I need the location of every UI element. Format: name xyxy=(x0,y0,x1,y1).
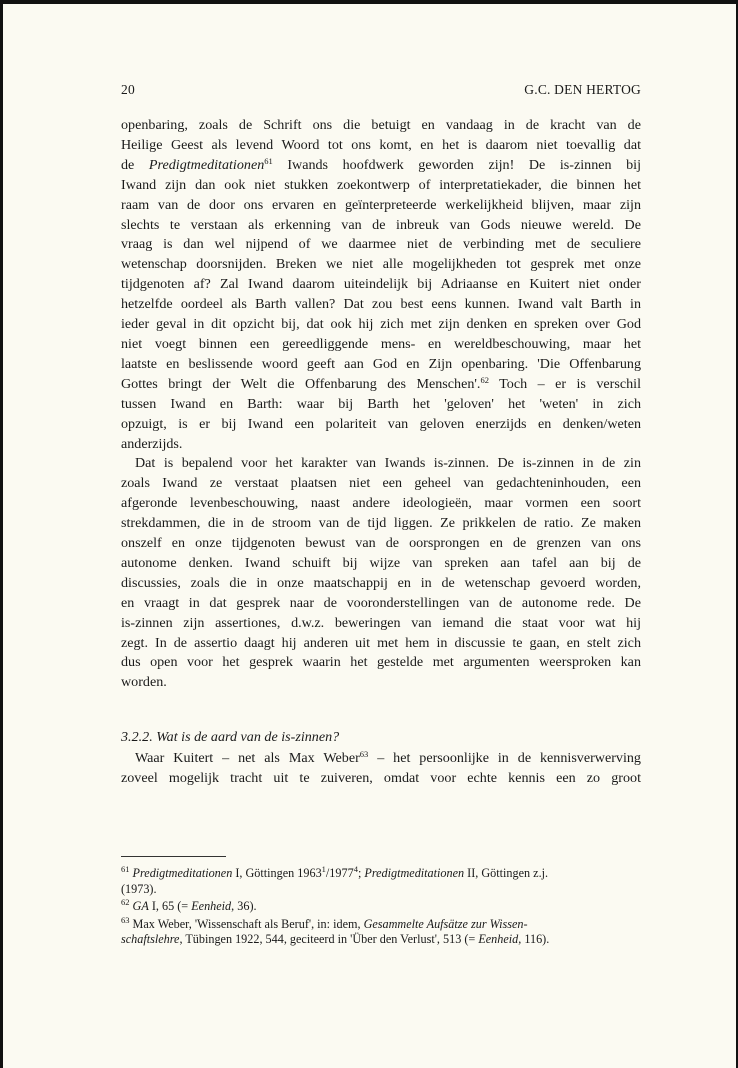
footnote-text: I, 65 (= xyxy=(148,899,192,914)
text-line: zegt. In de assertio daagt hij anderen uit met hem in discussie te gaan, en stelt zich xyxy=(121,634,641,651)
footnote-text: , Tübingen 1922, 544, geciteerd in 'Über den Verlust', 513 (= xyxy=(179,932,479,947)
text-line: is-zinnen zijn assertiones, d.w.z. beweringen van iemand die staat voor wat hij xyxy=(121,614,641,631)
text-line: openbaring, zoals de Schrift ons die betuigt en vandaag in de kracht van de xyxy=(121,117,641,133)
footnote-text: Predigtmeditationen xyxy=(364,866,465,880)
footnote-61 xyxy=(121,866,641,897)
text-line: laatste en beslissende woord geeft aan God en Zijn openbaring. 'Die Offenbarung xyxy=(121,355,641,372)
text-line: tijdgenoten af? Zal Iwand daarom uiteindelijk bij Adriaanse en Kuitert niet onder xyxy=(121,276,641,293)
footnote-number: 61 xyxy=(121,864,130,874)
text-line: Waar Kuitert – net als Max Weber$^{63}$ – het persoonlijke in de kennisverwerving xyxy=(135,749,641,766)
text-line: worden. xyxy=(121,674,167,691)
text-line: Dat is bepalend voor het karakter van Iwands is-zinnen. De is-zinnen in de zin xyxy=(135,455,641,472)
footnote-number: 62 xyxy=(121,897,130,908)
text-line: onszelf en onze tijdgenoten bewust van de oorsprongen en de grenzen van ons xyxy=(121,535,641,552)
text-line: anderzijds. xyxy=(121,435,183,452)
running-head-author: G.C. DEN HERTOG xyxy=(524,82,641,97)
text-line: hetzelfde oordeel als Barth vallen? Dat zou best eens kunnen. Iwand valt Barth in xyxy=(121,296,641,313)
paragraph-2 xyxy=(121,454,641,693)
footnote-text: /1977 xyxy=(325,866,354,880)
footnote-text: , 36). xyxy=(231,899,257,914)
text-line: Gottes bringt der Welt die Offenbarung des Menschen'.$^{62}$ Toch – er is verschil xyxy=(121,374,641,392)
paragraph-3 xyxy=(121,749,641,789)
text-line: Iwand zijn dan ook niet stukken zoekontwerp of interpretatiekader, die binnen het xyxy=(121,176,641,193)
text-line: ieder geval in dit opzicht bij, dat ook hij zich met zijn denken en spreken over God xyxy=(121,316,641,333)
footnote-text: (1973). xyxy=(121,881,157,896)
text-line: discussies, zoals die in onze maatschappij en in de wetenschap gevoerd worden, xyxy=(121,574,641,591)
text-line: de Predigtmeditationen$^{61}$ Iwands hoofdwerk geworden zijn! De is-zinnen bij xyxy=(121,155,642,173)
footnote-text: II, Göttingen z.j. xyxy=(464,866,549,880)
footnote-number: 63 xyxy=(121,914,130,925)
text-line: zoals Iwand ze verstaat plaatsen niet een geheel van gedachteninhouden, een xyxy=(121,475,641,492)
text-line: wetenschap doorsnijden. Breken we niet alle mogelijkheden tot gesprek met onze xyxy=(121,256,641,273)
text-line: dus open voor het gesprek waarin het gestelde met argumenten weersproken kan xyxy=(121,654,641,671)
text-line: vraag is dan wel nijpend of we daarmee niet de verbinding met de seculiere xyxy=(121,236,641,253)
footnote-63 xyxy=(121,914,641,948)
text-line: tussen Iwand en Barth: waar bij Barth het 'geloven' het 'weten' in zich xyxy=(121,395,641,412)
footnote-text: ; xyxy=(357,866,365,880)
footnote-text: , 116). xyxy=(518,932,550,947)
section-heading: 3.2.2. Wat is de aard van de is-zinnen? xyxy=(121,729,340,745)
text-line: en vraagt in dat gesprek naar de vooronderstellingen van de autonome rede. De xyxy=(121,594,641,611)
footnote-text: Gesammelte Aufsätze zur Wissen- xyxy=(363,916,528,931)
text-line: Heilige Geest als levend Woord tot ons komt, en het is daarom niet toevallig dat xyxy=(121,136,641,153)
paragraph-1 xyxy=(121,116,641,454)
text-line: afgeronde levenbeschouwing, naast andere ideologieën, maar vormen een soort xyxy=(121,495,641,512)
footnote-sup: 1 xyxy=(321,864,326,874)
text-line: strekdammen, die in de stroom van de tijd liggen. Ze prikkelen de ratio. Ze maken xyxy=(121,515,641,532)
footnote-text: schaftslehre xyxy=(121,932,180,947)
footnote-62 xyxy=(121,899,641,915)
footnote-rule xyxy=(121,856,226,857)
footnote-text: Predigtmeditationen xyxy=(132,866,233,880)
text-line: raam van de door ons ervaren en geïnterpreteerde werkelijkheid blijven, maar zijn xyxy=(121,196,641,213)
footnotes xyxy=(121,866,641,950)
text-line: niet voegt binnen een gereedliggende mens- en wereldbeschouwing, maar het xyxy=(121,335,641,352)
footnote-sup: 4 xyxy=(353,864,358,874)
text-line: autonome denken. Iwand schuift bij wijze van spreken aan tafel aan bij de xyxy=(121,554,641,571)
text-line: slechts te verstaan als erkenning van de inbreuk van Gods nieuwe wereld. De xyxy=(121,216,641,233)
footnote-text: Eenheid xyxy=(191,899,232,914)
text-line: opzuigt, is er bij Iwand een polariteit van geloven enerzijds en denken/weten xyxy=(121,415,641,432)
footnote-text: Eenheid xyxy=(478,932,519,947)
body-text xyxy=(121,116,641,693)
footnote-text: I, Göttingen 1963 xyxy=(232,866,322,880)
page-number: 20 xyxy=(121,82,135,97)
footnote-text: Max Weber, 'Wissenschaft als Beruf', in: idem, xyxy=(129,916,364,931)
text-line: zoveel mogelijk tracht uit te zuiveren, omdat voor echte kennis een zo groot xyxy=(121,769,641,786)
footnote-text: GA xyxy=(132,899,149,914)
